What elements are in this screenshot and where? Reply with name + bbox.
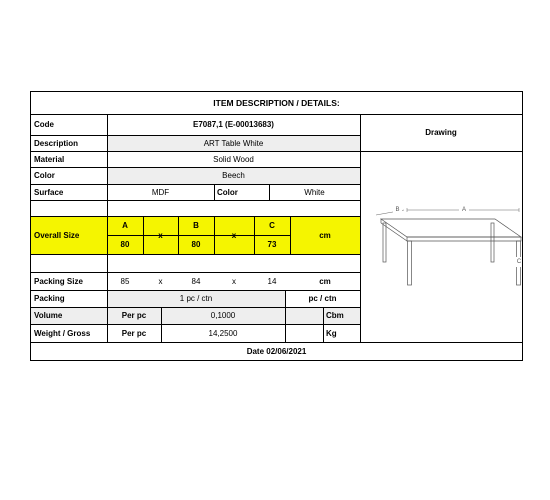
packing-size-b: 84: [191, 276, 201, 286]
sheet-title: ITEM DESCRIPTION / DETAILS:: [213, 98, 340, 108]
packing-size-unit: cm: [319, 276, 331, 286]
table-leg: [408, 241, 412, 285]
overall-size-c-label: C: [269, 221, 275, 230]
overall-size-a-value: 80: [120, 240, 130, 249]
weight-unit: Kg: [326, 328, 337, 338]
code-label: Code: [34, 120, 54, 129]
volume-value: 0,1000: [210, 311, 236, 320]
table-apron: [407, 237, 521, 241]
dimension-c-label: C: [516, 259, 522, 265]
material-label: Material: [34, 154, 65, 164]
table-top-edge: [381, 223, 407, 241]
overall-size-unit: cm: [319, 230, 331, 240]
weight-label: Weight / Gross: [34, 328, 91, 338]
overall-size-label: Overall Size: [34, 230, 80, 240]
dimension-a-label: A: [459, 205, 469, 215]
description-label: Description: [34, 138, 79, 148]
color-label: Color: [34, 171, 55, 180]
material-value: Solid Wood: [213, 154, 254, 164]
packing-size-label: Packing Size: [34, 276, 83, 286]
weight-value: 14,2500: [208, 328, 238, 338]
volume-per: Per pc: [121, 311, 147, 320]
spec-sheet: [30, 91, 523, 361]
surface-label: Surface: [34, 187, 64, 197]
packing-size-c: 14: [267, 276, 277, 286]
packing-label: Packing: [34, 294, 65, 303]
color-value: Beech: [222, 171, 245, 180]
overall-size-a-label: A: [122, 221, 128, 230]
table-leg: [383, 223, 386, 262]
volume-unit: Cbm: [326, 311, 344, 320]
overall-size-b-value: 80: [191, 240, 201, 249]
packing-size-x: x: [232, 276, 236, 286]
surface-color-label: Color: [217, 187, 238, 197]
table-top: [381, 219, 521, 237]
dimension-b-label: B: [393, 205, 402, 214]
drawing-label: Drawing: [425, 128, 457, 137]
weight-per: Per pc: [121, 328, 147, 338]
overall-size-x: x: [231, 230, 237, 240]
code-value: E7087,1 (E-00013683): [193, 120, 274, 129]
surface-value: MDF: [151, 187, 170, 197]
packing-size-a: 85: [120, 276, 130, 286]
description-value: ART Table White: [203, 138, 264, 148]
table-drawing: [31, 92, 522, 342]
table-leg: [491, 223, 494, 262]
volume-label: Volume: [34, 311, 63, 320]
packing-value: 1 pc / ctn: [179, 294, 213, 303]
overall-size-x: x: [158, 230, 163, 240]
packing-unit: pc / ctn: [308, 294, 337, 303]
packing-size-x: x: [158, 276, 163, 286]
surface-color-value: White: [304, 187, 325, 197]
date-footer: Date 02/06/2021: [246, 346, 307, 356]
overall-size-c-value: 73: [267, 240, 277, 249]
overall-size-b-label: B: [193, 221, 199, 230]
